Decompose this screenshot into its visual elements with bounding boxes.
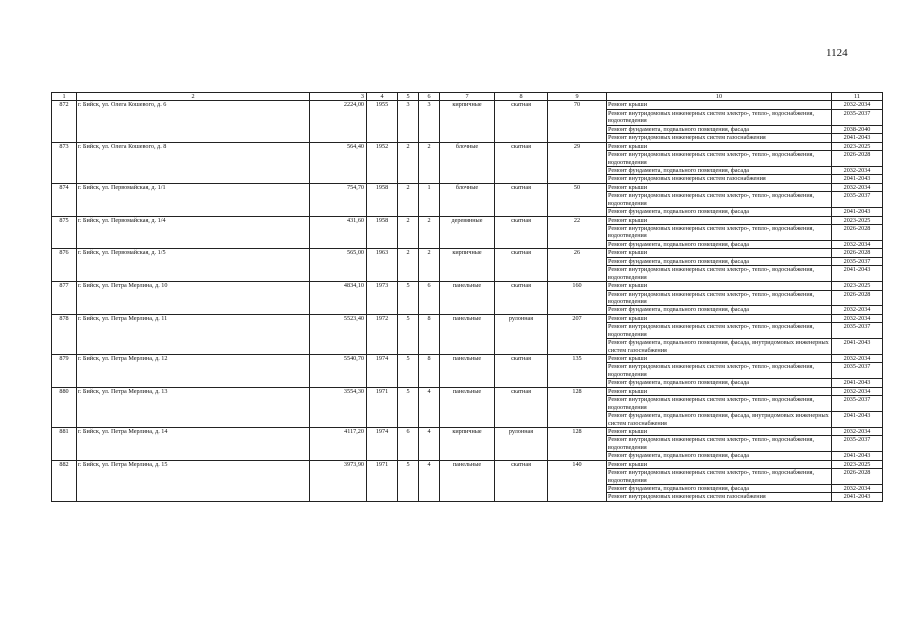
work-type: Ремонт внутридомовых инженерных систем электро-, тепло-, водоснабжения, водоотведения [607,266,832,282]
work-type: Ремонт крыши [607,355,832,363]
work-period: 2032-2034 [832,240,883,248]
column-number: 7 [440,93,495,101]
record-area: 5540,70 [310,355,367,388]
work-period: 2032-2034 [832,166,883,174]
work-type: Ремонт фундамента, подвального помещения, фасада [607,257,832,265]
page-number: 1124 [826,47,848,59]
work-period: 2032-2034 [832,314,883,322]
record-year: 1952 [367,142,398,183]
record-entrances: 4 [419,460,440,501]
work-type: Ремонт внутридомовых инженерных систем электро-, тепло-, водоснабжения, водоотведения [607,192,832,208]
work-period: 2041-2043 [832,175,883,183]
record-wall-material: кирпичные [440,249,495,282]
work-period: 2026-2028 [832,225,883,241]
record-area: 4834,10 [310,282,367,315]
record-number: 872 [52,101,77,142]
record-address: г. Бийск, ул. Первомайская, д. 1/5 [77,249,310,282]
capital-repair-table [51,92,883,502]
record-wall-material: панельные [440,282,495,315]
work-type: Ремонт фундамента, подвального помещения, фасада [607,240,832,248]
record-area: 754,70 [310,183,367,216]
record-entrances: 4 [419,427,440,460]
record-wall-material: блочные [440,142,495,183]
table-row [52,387,883,395]
work-period: 2041-2043 [832,412,883,428]
record-roof-type: скатная [495,249,548,282]
record-number: 875 [52,216,77,249]
record-year: 1974 [367,427,398,460]
record-year: 1963 [367,249,398,282]
work-period: 2035-2037 [832,323,883,339]
work-period: 2032-2034 [832,306,883,314]
work-type: Ремонт внутридомовых инженерных систем электро-, тепло-, водоснабжения, водоотведения [607,323,832,339]
work-period: 2041-2043 [832,266,883,282]
table-row [52,314,883,322]
table-row [52,183,883,191]
column-number: 4 [367,93,398,101]
work-period: 2038-2040 [832,125,883,133]
work-period: 2032-2034 [832,101,883,109]
column-number-row [52,93,883,101]
record-residents: 70 [548,101,607,142]
record-address: г. Бийск, ул. Петра Мерлина, д. 14 [77,427,310,460]
work-type: Ремонт фундамента, подвального помещения, фасада [607,379,832,387]
work-type: Ремонт крыши [607,387,832,395]
record-roof-type: рулонная [495,314,548,354]
table-body [52,93,883,502]
work-type: Ремонт внутридомовых инженерных систем электро-, тепло-, водоснабжения, водоотведения [607,436,832,452]
work-type: Ремонт фундамента, подвального помещения, фасада [607,166,832,174]
work-period: 2032-2034 [832,485,883,493]
record-roof-type: скатная [495,387,548,427]
work-type: Ремонт внутридомовых инженерных систем электро-, тепло-, водоснабжения, водоотведения [607,396,832,412]
record-roof-type: скатная [495,216,548,249]
record-roof-type: скатная [495,460,548,501]
column-number: 1 [52,93,77,101]
work-period: 2023-2025 [832,142,883,150]
record-entrances: 8 [419,355,440,388]
record-year: 1972 [367,314,398,354]
record-floors: 5 [398,282,419,315]
work-period: 2041-2043 [832,134,883,142]
work-type: Ремонт фундамента, подвального помещения, фасада, внутридомовых инженерных систем газоснабжения [607,339,832,355]
record-address: г. Бийск, ул. Петра Мерлина, д. 13 [77,387,310,427]
work-type: Ремонт внутридомовых инженерных систем электро-, тепло-, водоснабжения, водоотведения [607,109,832,125]
record-number: 878 [52,314,77,354]
record-residents: 128 [548,427,607,460]
record-area: 565,00 [310,249,367,282]
work-type: Ремонт фундамента, подвального помещения, фасада [607,306,832,314]
record-entrances: 4 [419,387,440,427]
record-address: г. Бийск, ул. Первомайская, д. 1/4 [77,216,310,249]
record-residents: 135 [548,355,607,388]
record-residents: 207 [548,314,607,354]
work-type: Ремонт крыши [607,282,832,290]
record-area: 2224,00 [310,101,367,142]
record-year: 1958 [367,183,398,216]
record-address: г. Бийск, ул. Петра Мерлина, д. 11 [77,314,310,354]
record-floors: 2 [398,183,419,216]
work-period: 2023-2025 [832,460,883,468]
record-number: 877 [52,282,77,315]
record-wall-material: деревянные [440,216,495,249]
record-floors: 5 [398,355,419,388]
table-row [52,101,883,109]
record-address: г. Бийск, ул. Петра Мерлина, д. 12 [77,355,310,388]
work-period: 2035-2037 [832,257,883,265]
record-address: г. Бийск, ул. Петра Мерлина, д. 15 [77,460,310,501]
record-wall-material: панельные [440,314,495,354]
record-entrances: 2 [419,249,440,282]
record-roof-type: рулонная [495,427,548,460]
work-period: 2032-2034 [832,355,883,363]
record-year: 1958 [367,216,398,249]
table-row [52,249,883,257]
work-period: 2026-2028 [832,469,883,485]
table-row [52,216,883,224]
record-entrances: 2 [419,216,440,249]
record-floors: 2 [398,249,419,282]
work-type: Ремонт крыши [607,460,832,468]
record-number: 880 [52,387,77,427]
record-residents: 128 [548,387,607,427]
record-area: 3554,30 [310,387,367,427]
record-residents: 26 [548,249,607,282]
work-period: 2041-2043 [832,339,883,355]
record-area: 5523,40 [310,314,367,354]
record-wall-material: панельные [440,460,495,501]
work-period: 2041-2043 [832,452,883,460]
work-type: Ремонт внутридомовых инженерных систем электро-, тепло-, водоснабжения, водоотведения [607,363,832,379]
column-number: 10 [607,93,832,101]
work-period: 2032-2034 [832,183,883,191]
column-number: 9 [548,93,607,101]
record-wall-material: кирпичные [440,427,495,460]
record-area: 564,40 [310,142,367,183]
work-period: 2032-2034 [832,387,883,395]
work-type: Ремонт фундамента, подвального помещения, фасада, внутридомовых инженерных систем газоснабжения [607,412,832,428]
work-type: Ремонт крыши [607,314,832,322]
table-row [52,142,883,150]
work-period: 2035-2037 [832,436,883,452]
record-number: 881 [52,427,77,460]
work-type: Ремонт крыши [607,216,832,224]
record-address: г. Бийск, ул. Олега Кошевого, д. 8 [77,142,310,183]
work-period: 2041-2043 [832,493,883,501]
record-year: 1971 [367,460,398,501]
work-type: Ремонт внутридомовых инженерных систем электро-, тепло-, водоснабжения, водоотведения [607,225,832,241]
record-address: г. Бийск, ул. Петра Мерлина, д. 10 [77,282,310,315]
record-area: 3973,90 [310,460,367,501]
record-address: г. Бийск, ул. Первомайская, д. 1/1 [77,183,310,216]
record-number: 882 [52,460,77,501]
work-type: Ремонт фундамента, подвального помещения, фасада [607,485,832,493]
work-period: 2026-2028 [832,249,883,257]
record-year: 1974 [367,355,398,388]
record-wall-material: панельные [440,387,495,427]
record-residents: 22 [548,216,607,249]
work-period: 2032-2034 [832,427,883,435]
table-row [52,355,883,363]
work-period: 2026-2028 [832,151,883,167]
record-wall-material: блочные [440,183,495,216]
work-period: 2023-2025 [832,216,883,224]
column-number: 8 [495,93,548,101]
work-type: Ремонт внутридомовых инженерных систем газоснабжения [607,134,832,142]
column-number: 2 [77,93,310,101]
work-period: 2023-2025 [832,282,883,290]
record-number: 874 [52,183,77,216]
work-type: Ремонт крыши [607,249,832,257]
work-type: Ремонт крыши [607,427,832,435]
record-entrances: 2 [419,142,440,183]
record-wall-material: кирпичные [440,101,495,142]
record-area: 4117,20 [310,427,367,460]
record-year: 1971 [367,387,398,427]
column-number: 6 [419,93,440,101]
record-floors: 2 [398,216,419,249]
record-roof-type: скатная [495,282,548,315]
record-roof-type: скатная [495,183,548,216]
column-number: 3 [310,93,367,101]
work-period: 2026-2028 [832,290,883,306]
record-floors: 5 [398,314,419,354]
record-entrances: 8 [419,314,440,354]
work-type: Ремонт внутридомовых инженерных систем электро-, тепло-, водоснабжения, водоотведения [607,290,832,306]
record-entrances: 1 [419,183,440,216]
record-floors: 6 [398,427,419,460]
work-type: Ремонт крыши [607,183,832,191]
record-roof-type: скатная [495,101,548,142]
work-type: Ремонт крыши [607,142,832,150]
record-wall-material: панельные [440,355,495,388]
record-floors: 2 [398,142,419,183]
work-type: Ремонт фундамента, подвального помещения, фасада [607,452,832,460]
record-number: 873 [52,142,77,183]
column-number: 11 [832,93,883,101]
work-period: 2035-2037 [832,192,883,208]
record-address: г. Бийск, ул. Олега Кошевого, д. 6 [77,101,310,142]
work-type: Ремонт внутридомовых инженерных систем электро-, тепло-, водоснабжения, водоотведения [607,469,832,485]
work-type: Ремонт внутридомовых инженерных систем электро-, тепло-, водоснабжения, водоотведения [607,151,832,167]
table-row [52,460,883,468]
record-entrances: 3 [419,101,440,142]
record-residents: 29 [548,142,607,183]
record-floors: 5 [398,387,419,427]
work-period: 2041-2043 [832,379,883,387]
record-entrances: 6 [419,282,440,315]
record-area: 431,60 [310,216,367,249]
record-year: 1973 [367,282,398,315]
work-type: Ремонт внутридомовых инженерных систем газоснабжения [607,493,832,501]
record-number: 879 [52,355,77,388]
record-number: 876 [52,249,77,282]
work-period: 2035-2037 [832,396,883,412]
record-year: 1955 [367,101,398,142]
record-floors: 3 [398,101,419,142]
table-row [52,282,883,290]
work-period: 2035-2037 [832,363,883,379]
work-period: 2041-2043 [832,208,883,216]
work-type: Ремонт фундамента, подвального помещения, фасада [607,125,832,133]
work-period: 2035-2037 [832,109,883,125]
record-residents: 50 [548,183,607,216]
work-type: Ремонт внутридомовых инженерных систем газоснабжения [607,175,832,183]
column-number: 5 [398,93,419,101]
record-roof-type: скатная [495,142,548,183]
work-type: Ремонт фундамента, подвального помещения, фасада [607,208,832,216]
record-floors: 5 [398,460,419,501]
record-residents: 160 [548,282,607,315]
record-roof-type: скатная [495,355,548,388]
table-row [52,427,883,435]
record-residents: 140 [548,460,607,501]
work-type: Ремонт крыши [607,101,832,109]
